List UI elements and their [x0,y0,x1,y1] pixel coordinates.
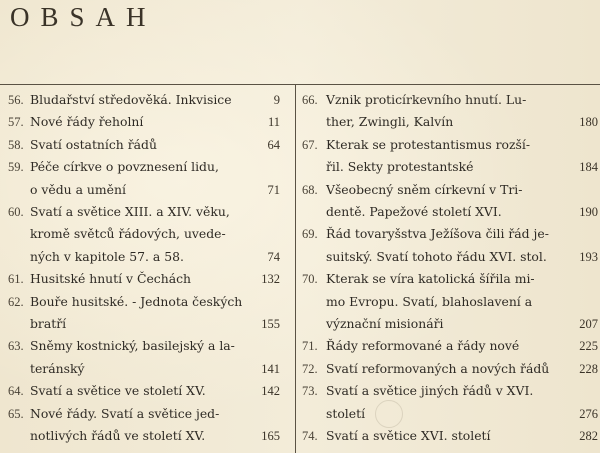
chapter-title-line: Péče církve o povznesení lidu, [30,159,219,175]
page-number: 64 [267,137,280,152]
page-number: 228 [579,361,598,376]
chapter-title-line: notlivých řádů ve století XV. [30,427,206,443]
page-number: 71 [267,182,280,197]
chapter-title-line: Svatí a světice jiných řádů v XVI. [326,383,534,399]
page-number: 74 [267,249,280,264]
chapter-title-line: Nové řády řeholní [30,114,144,130]
chapter-number: 63. [8,339,24,354]
chapter-title-line: ther, Zwingli, Kalvín [326,114,454,130]
chapter-title-line: ných v kapitole 57. a 58. [30,248,184,264]
chapter-title-line: Vznik proticírkevního hnutí. Lu- [326,92,527,107]
page-number: 276 [579,406,598,421]
chapter-number: 60. [8,205,24,219]
page-number: 207 [579,316,598,331]
paper-blemish [375,400,403,428]
page-number: 11 [267,115,280,130]
chapter-title-line: suitský. Svatí tohoto řádu XVI. stol. [326,248,547,264]
chapter-title-line: Svatí ostatních řádů [30,136,157,152]
page-number: 190 [579,204,598,219]
page-number: 165 [261,428,280,443]
page-number: 132 [261,272,280,287]
chapter-number: 66. [302,93,318,107]
chapter-title-line: Kterak se víra katolická šířila mi- [326,271,535,287]
page-number: 184 [579,160,598,175]
top-rule-right [295,84,600,85]
page-title: OBSAH [10,2,157,32]
chapter-title-line: Všeobecný sněm církevní v Tri- [326,181,523,197]
page-number: 225 [579,339,598,354]
chapter-number: 59. [8,160,24,175]
column-divider [295,85,296,453]
chapter-title-line: kromě světců řádových, uvede- [30,226,226,242]
chapter-title-line: mo Evropu. Svatí, blahoslavení a [326,293,533,309]
chapter-title-line: Svatí a světice ve století XV. [30,383,206,399]
chapter-number: 74. [302,429,318,443]
chapter-title-line: teránský [30,360,85,376]
chapter-title-line: Husitské hnutí v Čechách [30,271,192,287]
chapter-number: 71. [302,339,318,354]
chapter-title-line: Kterak se protestantismus rozší- [326,136,531,152]
page-number: 9 [273,93,280,107]
chapter-number: 70. [302,272,318,287]
chapter-title-line: Bouře husitské. - Jednota českých [30,293,243,309]
chapter-title-line: Svatí a světice XIII. a XIV. věku, [30,204,230,219]
chapter-title-line: Svatí a světice XVI. století [326,428,491,443]
page-number: 282 [579,429,598,443]
chapter-title-line: dentě. Papežové století XVI. [326,203,502,219]
chapter-number: 56. [8,93,24,107]
chapter-title-line: Sněmy kostnický, basilejský a la- [30,338,235,354]
chapter-number: 64. [8,384,24,399]
page-number: 193 [579,249,598,264]
chapter-number: 67. [302,137,318,152]
page-number: 141 [261,361,280,376]
chapter-number: 69. [302,227,318,242]
page-number: 155 [261,316,280,331]
chapter-number: 73. [302,384,318,399]
top-rule-left [0,84,295,85]
chapter-title-line: význační misionáři [326,315,444,331]
chapter-number: 61. [8,272,24,287]
chapter-number: 62. [8,294,24,309]
chapter-title-line: řil. Sekty protestantské [326,159,474,175]
chapter-number: 72. [302,361,318,376]
chapter-title-line: o vědu a umění [30,181,126,197]
chapter-number: 65. [8,406,24,421]
chapter-title-line: století [326,405,366,421]
chapter-number: 58. [8,137,24,152]
chapter-title-line: Nové řády. Svatí a světice jed- [30,405,220,421]
chapter-number: 68. [302,182,318,197]
page-number: 142 [261,384,280,399]
page-number: 180 [579,115,598,130]
chapter-title-line: Řády reformované a řády nové [326,338,520,354]
chapter-number: 57. [8,115,24,130]
chapter-title-line: Řád tovaryšstva Ježíšova čili řád je- [326,226,549,242]
chapter-title-line: bratří [30,315,67,331]
chapter-title-line: Svatí reformovaných a nových řádů [326,360,550,376]
chapter-title-line: Bludařství středověká. Inkvisice [30,92,232,107]
